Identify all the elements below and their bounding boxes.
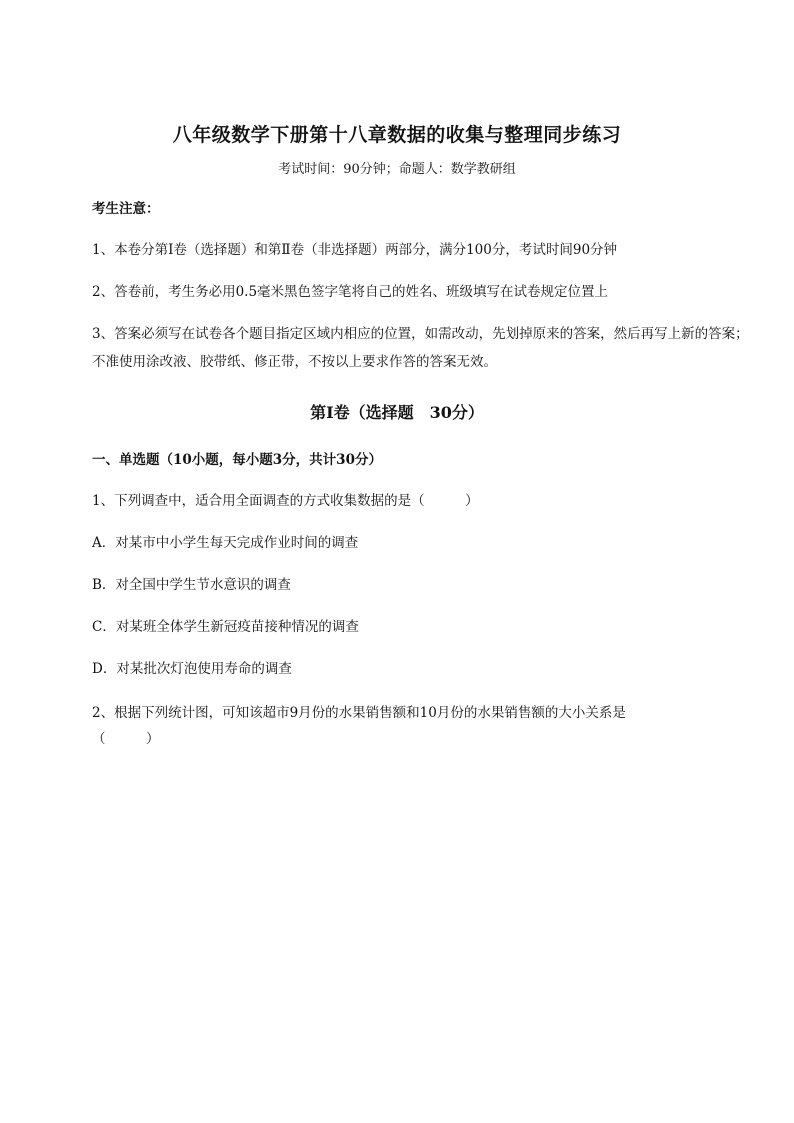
notice-heading: 考生注意： (92, 201, 160, 217)
section-heading: 一、单选题（10小题，每小题3分，共计30分） (92, 452, 382, 468)
notice-item-2: 2、答卷前，考生务必用0.5毫米黑色签字笔将自己的姓名、班级填写在试卷规定位置上 (92, 284, 609, 300)
question-1-option-d: D．对某批次灯泡使用寿命的调查 (92, 661, 292, 677)
notice-item-3: 3、答案必须写在试卷各个题目指定区域内相应的位置，如需改动，先划掉原来的答案，然后再写上新的答案；不准使用涂改液、胶带纸、修正带，不按以上要求作答的答案无效。 (92, 326, 749, 370)
question-1-option-b: B．对全国中学生节水意识的调查 (92, 577, 291, 593)
question-1-stem: 1、下列调查中，适合用全面调查的方式收集数据的是（ ） (92, 493, 479, 509)
question-2-stem: 2、根据下列统计图，可知该超市9月份的水果销售额和10月份的水果销售额的大小关系是 (92, 705, 626, 721)
page-title: 八年级数学下册第十八章数据的收集与整理同步练习 (172, 124, 622, 146)
question-1-option-a: A．对某市中小学生每天完成作业时间的调查 (92, 535, 359, 551)
question-2-answer-blank: （ ） (92, 731, 160, 747)
part-title: 第I卷（选择题 30分） (310, 403, 484, 422)
exam-subtitle: 考试时间：90分钟；命题人：数学教研组 (278, 162, 516, 177)
question-1-option-c: C．对某班全体学生新冠疫苗接种情况的调查 (92, 619, 359, 635)
notice-item-1: 1、本卷分第I卷（选择题）和第Ⅱ卷（非选择题）两部分，满分100分，考试时间90分钟 (92, 242, 618, 258)
